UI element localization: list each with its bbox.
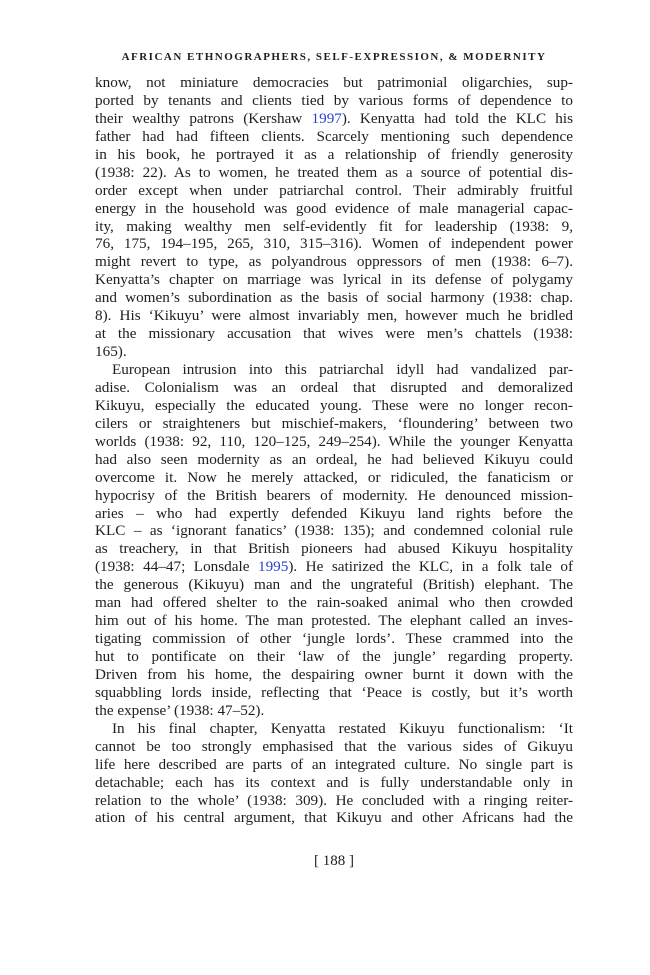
text-line	[95, 182, 573, 200]
text-line	[95, 74, 573, 92]
text-segment: as treachery, in that British pioneers had abused Kikuyu hospitality	[95, 540, 573, 558]
text-segment: life here described are parts of an integrated culture. No single part is	[95, 755, 573, 773]
page-number: [ 188 ]	[314, 853, 354, 869]
text-segment: 76, 175, 194–195, 265, 310, 315–316). Women of independent power	[95, 235, 573, 253]
text-line	[95, 558, 573, 576]
text-segment: ation of his central argument, that Kikuyu and other Africans had the	[95, 809, 573, 827]
text-line	[95, 487, 573, 505]
text-line	[95, 594, 573, 612]
text-line	[95, 289, 573, 307]
text-segment: squabbling lords inside, reflecting that ‘Peace is costly, but it’s worth	[95, 683, 573, 701]
text-segment: worlds (1938: 92, 110, 120–125, 249–254). While the younger Kenyatta	[95, 432, 573, 450]
text-segment: Driven from his home, the despairing owner burnt it down with the	[95, 665, 573, 683]
text-line	[95, 361, 573, 379]
text-line	[95, 738, 573, 756]
text-line	[95, 451, 573, 469]
text-segment: in his book, he portrayed it as a relationship of friendly generosity	[95, 145, 573, 163]
text-line	[95, 792, 573, 810]
text-line	[95, 325, 573, 343]
text-line	[95, 253, 573, 271]
text-segment: hypocrisy of the British bearers of modernity. He denounced mission-	[95, 486, 573, 504]
text-line	[95, 612, 573, 630]
text-segment: overcome it. Now he merely attacked, or ridiculed, the fanaticism or	[95, 468, 573, 486]
text-segment: might revert to type, as polyandrous oppressors of men (1938: 6–7).	[95, 253, 573, 271]
text-line	[95, 146, 573, 164]
text-line	[95, 200, 573, 218]
text-segment: 165).	[95, 343, 127, 361]
text-segment: In his final chapter, Kenyatta restated Kikuyu functionalism: ‘It	[112, 719, 573, 737]
text-line	[95, 128, 573, 146]
text-line	[95, 809, 573, 827]
text-segment: man had offered shelter to the rain-soaked animal who then crowded	[95, 594, 573, 612]
text-segment: cilers or straighteners but mischief-makers, ‘floundering’ between two	[95, 414, 573, 432]
text-line	[95, 666, 573, 684]
text-line	[95, 522, 573, 540]
text-line	[95, 756, 573, 774]
text-line	[95, 433, 573, 451]
text-segment: relation to the whole’ (1938: 309). He concluded with a ringing reiter-	[95, 791, 573, 809]
text-line	[95, 415, 573, 433]
text-line	[95, 343, 573, 361]
citation-link[interactable]: 1995	[257, 558, 289, 576]
text-segment: father had had fifteen clients. Scarcely mentioning such dependence	[95, 127, 573, 145]
text-segment: European intrusion into this patriarchal idyll had vandalized par-	[112, 361, 573, 378]
text-segment: 8). His ‘Kikuyu’ were almost invariably men, however much he bridled	[95, 307, 573, 325]
text-line	[95, 702, 573, 720]
text-line	[95, 684, 573, 702]
text-line	[95, 397, 573, 415]
text-line	[95, 218, 573, 236]
citation-link[interactable]: 1997	[311, 109, 342, 127]
text-line	[95, 110, 573, 128]
text-segment: hut to pontificate on their ‘law of the jungle’ regarding property.	[95, 648, 573, 665]
text-segment: tigating commission of other ‘jungle lords’. These crammed into the	[95, 630, 573, 648]
text-segment: Kikuyu, especially the educated young. These were no longer recon-	[95, 396, 573, 414]
running-head: AFRICAN ETHNOGRAPHERS, SELF-EXPRESSION, & MODERNITY	[121, 51, 547, 63]
text-line	[95, 505, 573, 523]
text-segment: their wealthy patrons (Kershaw	[95, 109, 312, 127]
text-segment: the generous (Kikuyu) man and the ungrateful (British) elephant. The	[95, 576, 573, 594]
text-segment: him out of his home. The man protested. The elephant called an inves-	[95, 612, 573, 630]
text-segment: energy in the household was good evidence of male managerial capac-	[95, 199, 573, 217]
text-segment: ity, making wealthy men self-evidently fit for leadership (1938: 9,	[95, 217, 573, 235]
text-line	[95, 164, 573, 182]
text-line	[95, 720, 573, 738]
body-text	[95, 74, 573, 827]
text-segment: detachable; each has its context and is fully understandable only in	[95, 773, 573, 791]
text-segment: the expense’ (1938: 47–52).	[95, 701, 265, 719]
text-line	[95, 307, 573, 325]
text-line	[95, 540, 573, 558]
text-line	[95, 576, 573, 594]
text-segment: had also seen modernity as an ordeal, he had believed Kikuyu could	[95, 450, 573, 468]
text-segment: know, not miniature democracies but patrimonial oligarchies, sup-	[95, 74, 573, 91]
text-line	[95, 630, 573, 648]
text-segment: order except when under patriarchal control. Their admirably fruitful	[95, 181, 573, 199]
text-line	[95, 379, 573, 397]
text-segment: (1938: 44–47; Lonsdale	[95, 558, 258, 576]
text-segment: KLC – as ‘ignorant fanatics’ (1938: 135); and condemned colonial rule	[95, 522, 573, 540]
text-segment: (1938: 22). As to women, he treated them as a source of potential dis-	[95, 163, 573, 181]
text-line	[95, 271, 573, 289]
text-segment: ). He satirized the KLC, in a folk tale of	[288, 558, 574, 576]
text-segment: aries – who had expertly defended Kikuyu land rights before the	[95, 504, 573, 522]
text-line	[95, 235, 573, 253]
text-segment: at the missionary accusation that wives were men’s chattels (1938:	[95, 325, 573, 343]
text-segment: and women’s subordination as the basis of social harmony (1938: chap.	[95, 289, 573, 307]
text-segment: adise. Colonialism was an ordeal that disrupted and demoralized	[95, 378, 573, 396]
text-segment: Kenyatta’s chapter on marriage was lyrical in its defense of polygamy	[95, 271, 573, 289]
text-segment: ). Kenyatta had told the KLC his	[341, 109, 574, 127]
text-segment: cannot be too strongly emphasised that the various sides of Gikuyu	[95, 737, 573, 755]
text-line	[95, 648, 573, 666]
text-line	[95, 469, 573, 487]
text-segment: ported by tenants and clients tied by various forms of dependence to	[95, 91, 573, 109]
text-line	[95, 92, 573, 110]
text-line	[95, 774, 573, 792]
